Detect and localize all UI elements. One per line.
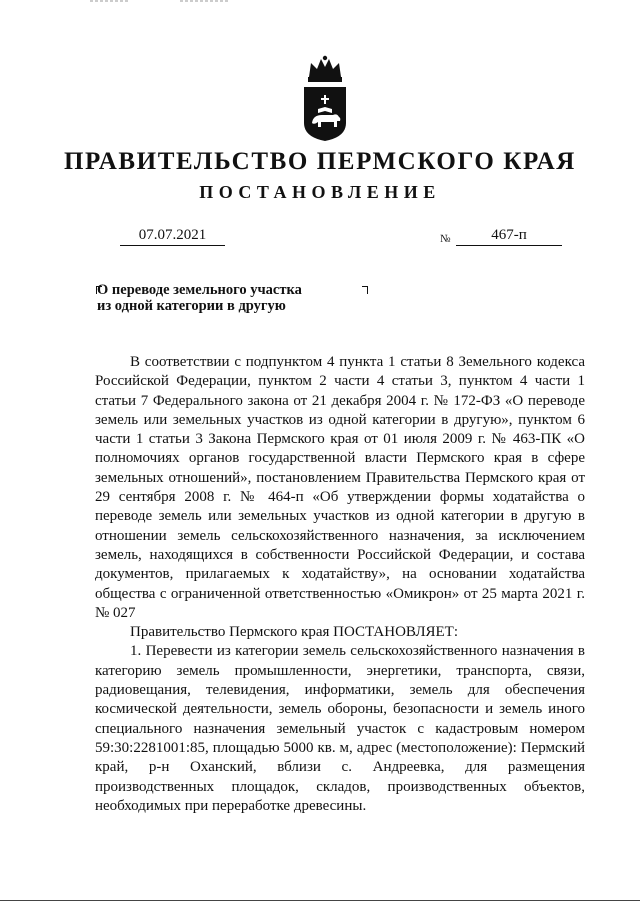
preamble-paragraph: В соответствии с подпунктом 4 пункта 1 статьи 8 Земельного кодекса Российской Федерации, пунктом 2 части 4 статьи 3, пунктом 4 части 1 статьи 7 Федерального закона от 21 декабря 2004 г. № 172-ФЗ «О переводе земель или земельных участков из одной категории в другую», пунктом 6 части 1 статьи 3 Закона Пермского края от 01 июля 2009 г. № 463-ПК «О полномочиях органов государственной власти Пермского края в сфере земельных отношений», постановлением Правительства Пермского края от 29 сентября 2008 г. № 464-п «Об утверждении формы ходатайства о переводе земель или земельных участков из одной категории в другую в отношении земель сельскохозяйственного назначения, за исключением земель, находящихся в собственности Российской Федерации, и состава документов, прилагаемых к ходатайству», на основании ходатайства общества с ограниченной ответственностью «Омикрон» от 25 марта 2021 г. № 027: [95, 354, 585, 621]
page-bottom-edge: [0, 900, 640, 901]
scan-marks: [90, 0, 230, 3]
subject-line-2: из одной категории в другую: [97, 298, 286, 314]
item-1-paragraph: 1. Перевести из категории земель сельскохозяйственного назначения в категорию земель промышленности, энергетики, транспорта, связи, радиовещания, телевидения, информатики, земель для обеспечения космической деятельности, земель обороны, безопасности и земель иного специального назначения земельный участок с кадастровым номером 59:30:2281001:85, площадью 5000 кв. м, адрес (местоположение): Пермский край, р-н Оханский, вблизи с. Андреевка, для размещения производственных площадок, складов, производственных объектов, необходимых при переработке древесины.: [95, 643, 585, 814]
number-sign: №: [440, 233, 451, 245]
document-number: [440, 227, 562, 249]
document-type: ПОСТАНОВЛЕНИЕ: [199, 182, 441, 202]
subject-corner-right: [362, 286, 368, 294]
document-date: 07.07.2021: [120, 227, 225, 246]
document-body: [95, 353, 585, 816]
number-value: 467-п: [456, 227, 562, 246]
government-title: ПРАВИТЕЛЬСТВО ПЕРМСКОГО КРАЯ: [64, 148, 576, 175]
subject-line-1: О переводе земельного участка: [97, 282, 302, 298]
coat-of-arms-icon: [295, 55, 355, 143]
resolves-paragraph: Правительство Пермского края ПОСТАНОВЛЯЕТ:: [130, 624, 459, 641]
document-subject: [97, 282, 357, 314]
